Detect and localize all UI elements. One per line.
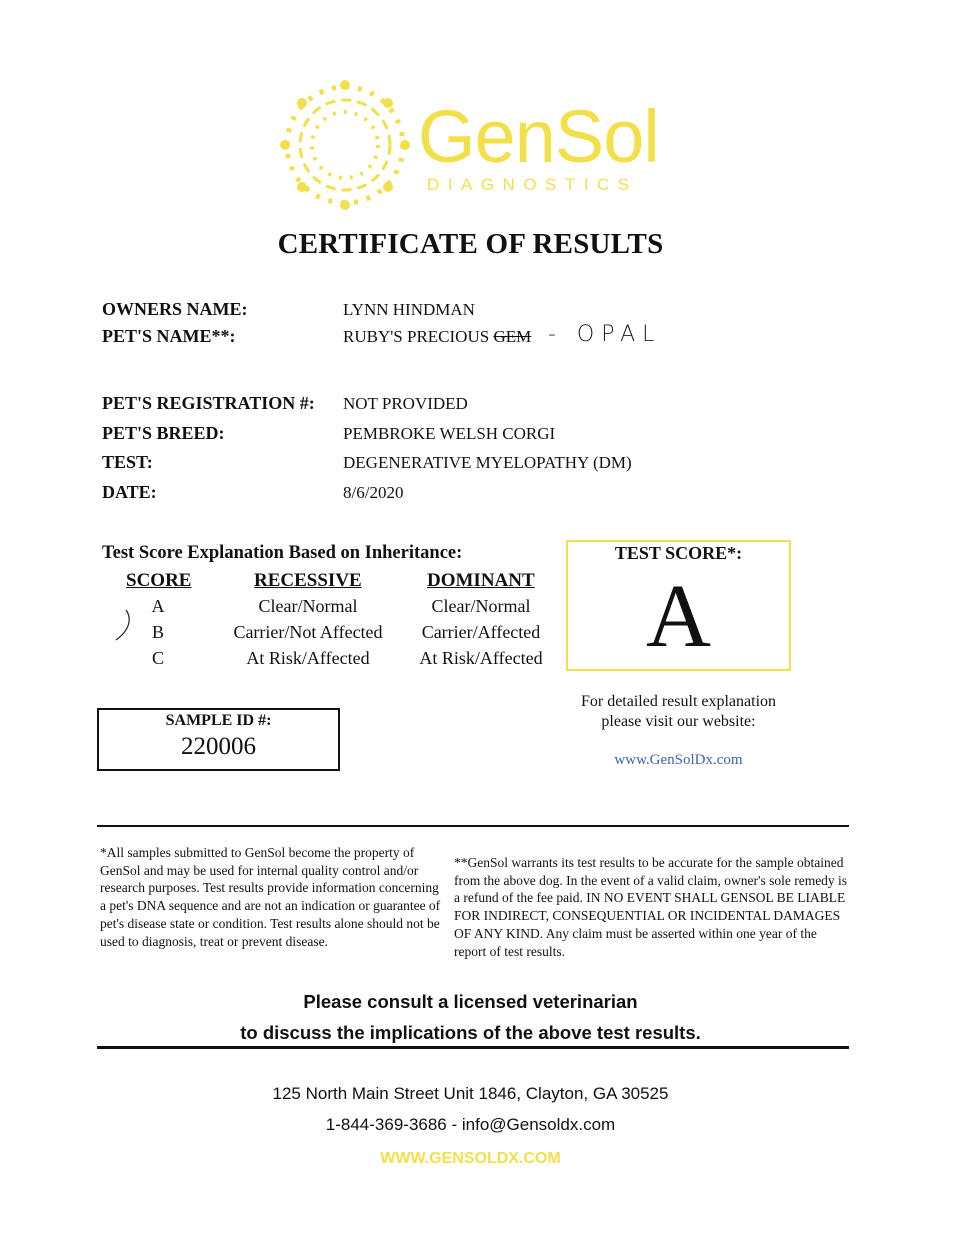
row-c-recessive: At Risk/Affected — [246, 648, 370, 668]
logo-subtitle: DIAGNOSTICS — [427, 175, 638, 194]
test-score-label: TEST SCORE*: — [614, 543, 743, 563]
score-column-header: SCORE — [126, 570, 192, 591]
dna-ring-icon — [270, 75, 420, 215]
row-b-dominant: Carrier/Affected — [421, 622, 541, 642]
detail-text-line2: please visit our website: — [601, 713, 756, 730]
sample-id-value: 220006 — [181, 733, 256, 760]
recessive-column-header: RECESSIVE — [254, 570, 362, 591]
row-a-dominant: Clear/Normal — [431, 596, 531, 616]
row-a-recessive: Clear/Normal — [258, 596, 358, 616]
row-c-score: C — [151, 648, 164, 668]
owner-value: LYNN HINDMAN — [343, 300, 475, 319]
disclaimer-property: *All samples submitted to GenSol become the property of GenSol and may be used for internal quality control and/or research purposes. Test results provide information concerning a pet's DNA sequence and are not an indication or guarantee of pet's disease state or condition. Test results alone should not be used to diagnosis, treat or prevent disease. — [100, 845, 441, 949]
pet-name-value — [343, 327, 531, 347]
pen-mark-icon — [112, 606, 136, 646]
logo-wordmark: GenSol — [418, 95, 659, 178]
sample-id-label: SAMPLE ID #: — [165, 712, 272, 729]
detail-text-line1: For detailed result explanation — [580, 693, 777, 710]
explanation-heading: Test Score Explanation Based on Inheritance: — [102, 543, 463, 563]
footer-website[interactable]: WWW.GENSOLDX.COM — [380, 1150, 561, 1167]
website-link[interactable]: www.GenSolDx.com — [614, 752, 743, 768]
disclaimer-warranty: **GenSol warrants its test results to be accurate for the sample obtained from the above dog. In the event of a valid claim, owner's sole remedy is a refund of the fee paid. IN NO EVENT SHALL GENSOL BE LIABLE FOR INDIRECT, CONSEQUENTIAL OR INCIDENTAL DAMAGES OF ANY KIND. Any claim must be asserted within one year of the report of test results. — [454, 855, 848, 959]
dominant-column-header: DOMINANT — [427, 570, 535, 591]
row-c-dominant: At Risk/Affected — [419, 648, 543, 668]
pet-name-struck: GEM — [493, 327, 532, 346]
pet-name-handwritten: - OPAL — [548, 322, 662, 347]
consult-line1: Please consult a licensed veterinarian — [303, 991, 638, 1012]
test-label: TEST: — [102, 452, 153, 472]
breed-label: PET'S BREED: — [102, 423, 225, 443]
registration-value: NOT PROVIDED — [343, 394, 468, 413]
divider-top — [97, 825, 849, 827]
pet-name-label: PET'S NAME**: — [102, 326, 236, 346]
footer-address: 125 North Main Street Unit 1846, Clayton, GA 30525 — [272, 1084, 669, 1103]
divider-bottom — [97, 1046, 849, 1049]
row-b-score: B — [151, 622, 164, 642]
footer-contact: 1-844-369-3686 - info@Gensoldx.com — [325, 1115, 616, 1134]
row-a-score: A — [151, 596, 165, 616]
test-score-value: A — [646, 567, 711, 666]
test-value: DEGENERATIVE MYELOPATHY (DM) — [343, 453, 632, 472]
owner-label: OWNERS NAME: — [102, 299, 248, 319]
pet-name-prefix: RUBY'S PRECIOUS — [343, 327, 494, 346]
row-b-recessive: Carrier/Not Affected — [233, 622, 383, 642]
breed-value: PEMBROKE WELSH CORGI — [343, 424, 556, 443]
consult-line2: to discuss the implications of the above test results. — [240, 1022, 701, 1043]
page-title: CERTIFICATE OF RESULTS — [277, 228, 664, 260]
registration-label: PET'S REGISTRATION #: — [102, 393, 315, 413]
date-value: 8/6/2020 — [343, 483, 404, 502]
date-label: DATE: — [102, 482, 157, 502]
